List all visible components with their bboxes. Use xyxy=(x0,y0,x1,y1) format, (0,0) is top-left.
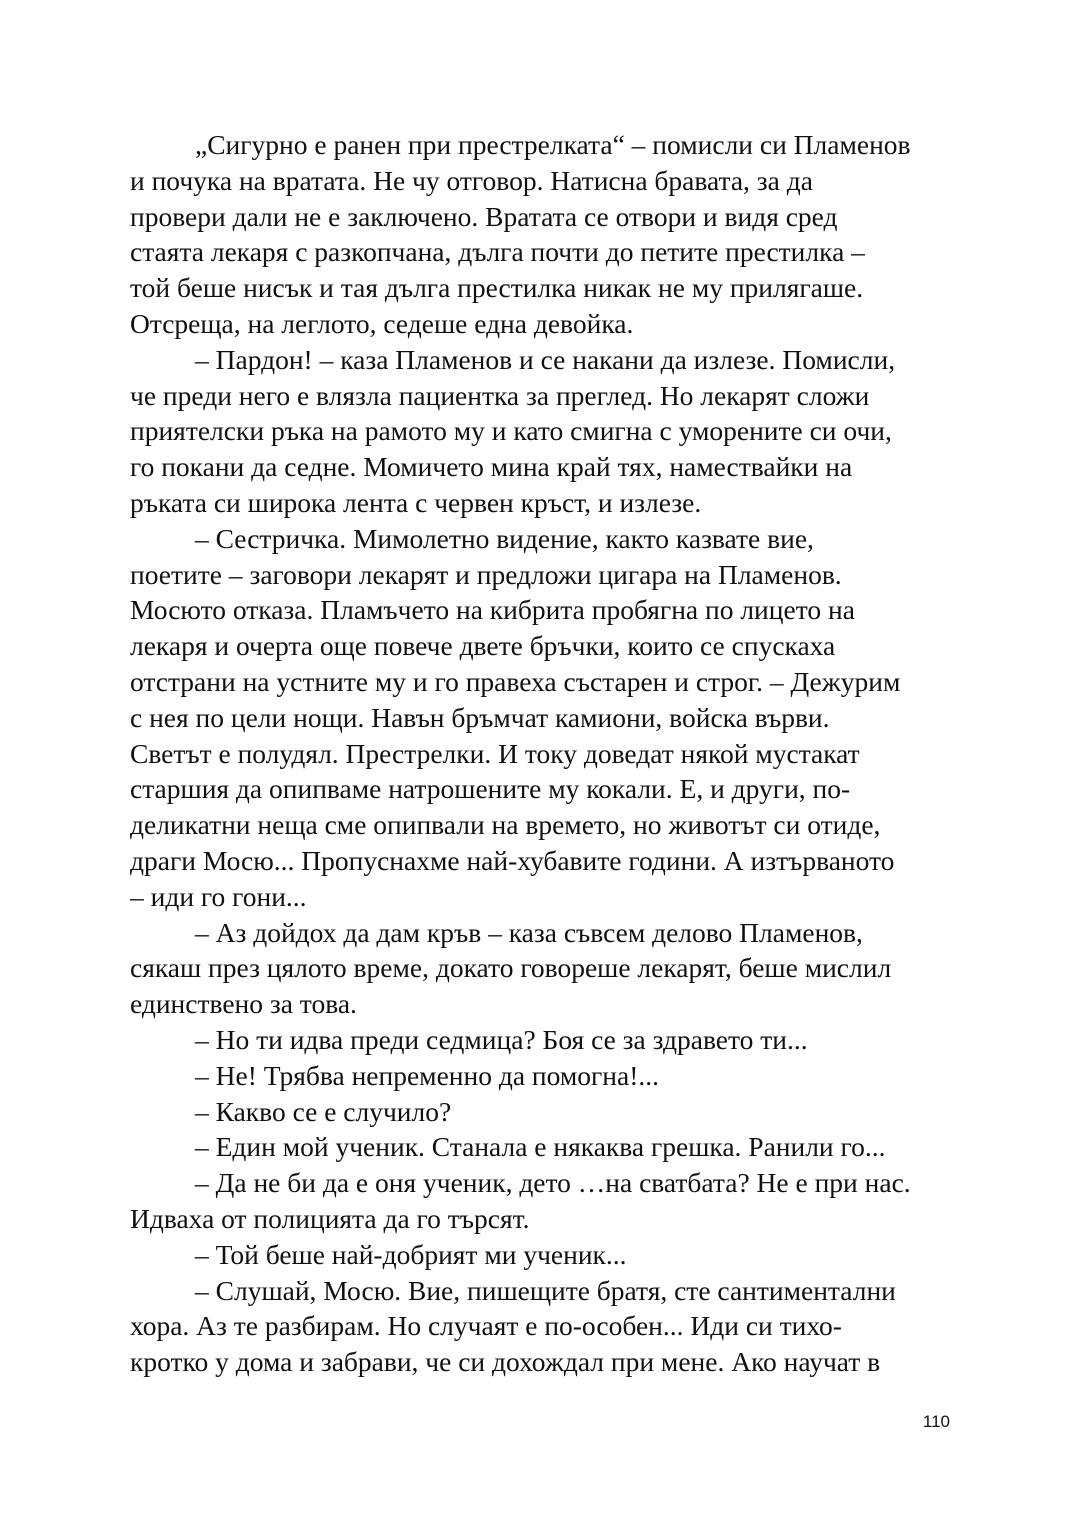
text-line: лекаря и очерта още повече двете бръчки, които се спускаха xyxy=(130,630,836,662)
text-line: – Сестричка. Мимолетно видение, както казвате вие, xyxy=(195,522,814,554)
text-line: – Не! Трябва непременно да помогна!... xyxy=(195,1059,659,1091)
text-line: – Пардон! – каза Пламенов и се накани да излезе. Помисли, xyxy=(195,343,896,375)
text-line: поетите – заговори лекарят и предложи цигара на Пламенов. xyxy=(130,558,842,590)
text-line: драги Мосю... Пропуснахме най-хубавите години. А изтърваното xyxy=(130,844,895,876)
text-line: – Той беше най-добрият ми ученик... xyxy=(195,1238,627,1270)
text-line: Отсреща, на леглото, седеше една девойка. xyxy=(130,307,634,339)
text-line: Мосюто отказа. Пламъчето на кибрита пробягна по лицето на xyxy=(130,594,855,626)
text-line: ръката си широка лента с червен кръст, и излезе. xyxy=(130,486,702,518)
body-text xyxy=(130,127,950,1380)
text-line: Идваха от полицията да го търсят. xyxy=(130,1202,530,1234)
text-line: с нея по цели нощи. Навън бръмчат камиони, войска върви. xyxy=(130,701,830,733)
text-line: че преди него е влязла пациентка за преглед. Но лекарят сложи xyxy=(130,379,870,411)
text-line: кротко у дома и забрави, че си дохождал при мене. Ако научат в xyxy=(130,1346,881,1378)
text-line: – Аз дойдох да дам кръв – каза съвсем делово Пламенов, xyxy=(195,916,863,948)
text-line: стаята лекаря с разкопчана, дълга почти до петите престилка – xyxy=(130,236,865,268)
page-number: 110 xyxy=(922,1412,950,1431)
text-line: „Сигурно е ранен при престрелката“ – помисли си Пламенов xyxy=(195,129,911,160)
text-line: старшия да опипваме натрошените му кокали. Е, и други, по- xyxy=(130,773,851,805)
text-line: – Един мой ученик. Станала е някаква грешка. Ранили го... xyxy=(195,1131,886,1163)
text-line: и почука на вратата. Не чу отговор. Натисна бравата, за да xyxy=(130,164,813,196)
text-line: той беше нисък и тая дълга престилка никак не му прилягаше. xyxy=(130,272,864,304)
text-line: приятелски ръка на рамото му и като смигна с уморените си очи, xyxy=(130,415,892,447)
text-line: Светът е полудял. Престрелки. И току доведат някой мустакат xyxy=(130,737,860,769)
text-line: хора. Аз те разбирам. Но случаят е по-особен... Иди си тихо- xyxy=(130,1310,842,1342)
text-line: – иди го гони... xyxy=(130,880,307,912)
text-line: единствено за това. xyxy=(130,988,357,1020)
text-line: го покани да седне. Момичето мина край тях, намествайки на xyxy=(130,451,853,483)
text-line: провери дали не е заключено. Вратата се отвори и видя сред xyxy=(130,200,838,232)
text-line: – Но ти идва преди седмица? Боя се за здравето ти... xyxy=(195,1023,808,1055)
text-line: сякаш през цялото време, докато говореше лекарят, беше мислил xyxy=(130,952,892,984)
text-line: отстрани на устните му и го правеха състарен и строг. – Дежурим xyxy=(130,665,901,697)
text-line: – Какво се е случило? xyxy=(195,1095,452,1127)
text-line: – Да не би да е оня ученик, дето …на сватбата? Не е при нас. xyxy=(195,1167,911,1199)
text-line: – Слушай, Мосю. Вие, пишещите братя, сте сантиментални xyxy=(195,1274,896,1306)
text-line: деликатни неща сме опипвали на времето, но животът си отиде, xyxy=(130,809,881,841)
